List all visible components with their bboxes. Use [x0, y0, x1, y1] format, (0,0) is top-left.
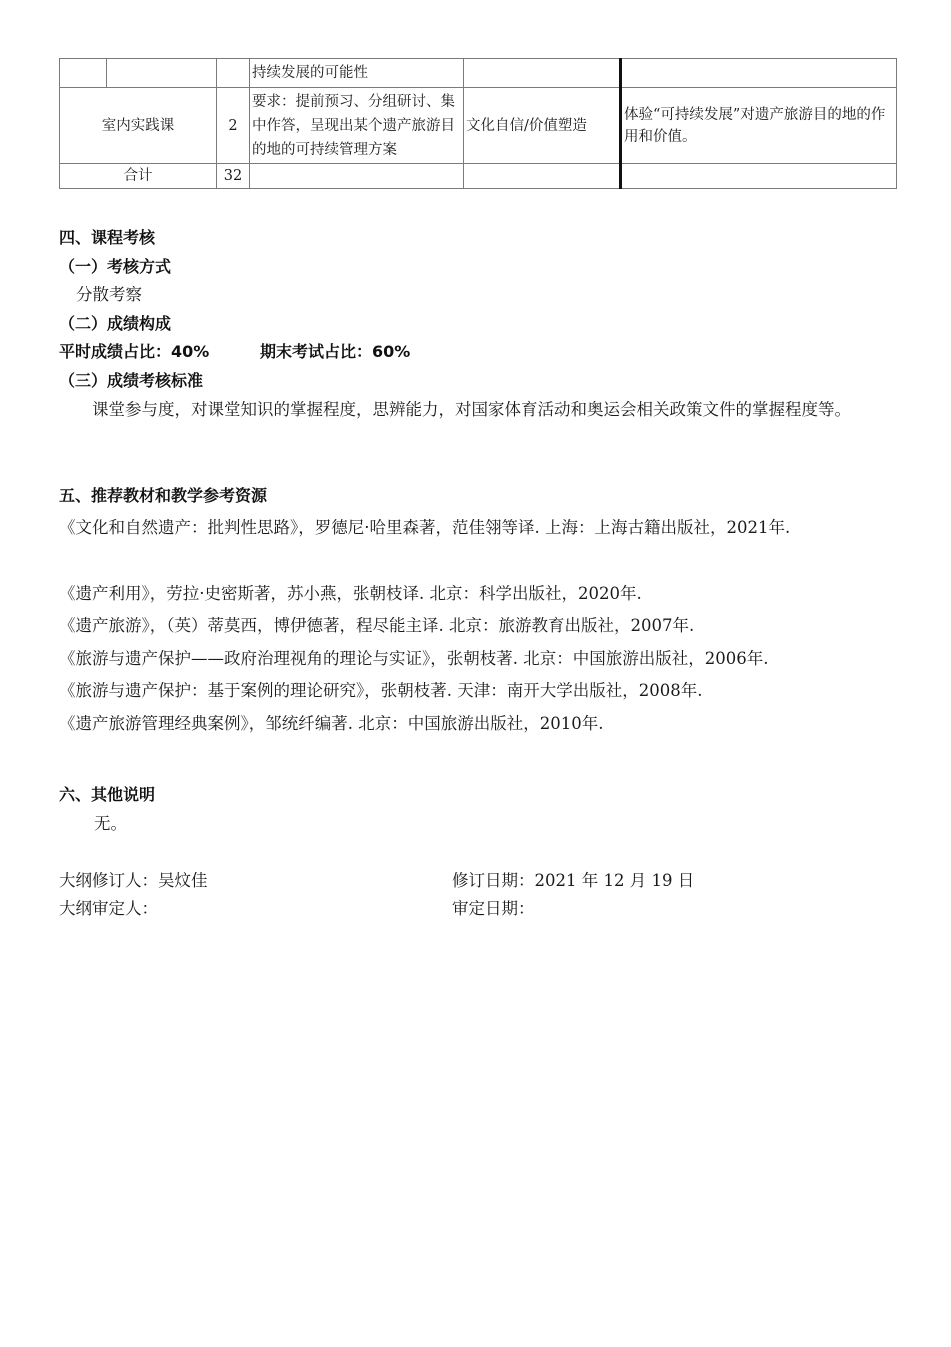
- revise-date-line: 修订日期：2021 年 12 月 19 日: [452, 871, 695, 890]
- reviser-line: 大纲修订人：吴炆佳: [59, 871, 208, 890]
- table-cell: [60, 59, 107, 88]
- table-row: [60, 59, 897, 88]
- table-cell: [464, 59, 621, 88]
- table-cell: [107, 59, 217, 88]
- section-4-sub1-heading: （一）考核方式: [59, 257, 172, 276]
- usual-score-ratio: 平时成绩占比：40%: [59, 342, 210, 361]
- table-row: [60, 164, 897, 189]
- table-cell: [464, 164, 621, 189]
- table-cell: 持续发展的可能性: [250, 59, 464, 88]
- table-cell-requirement: 要求：提前预习、分组研讨、集中作答，呈现出某个遗产旅游目的地的可持续管理方案: [250, 88, 464, 164]
- section-5-heading: 五、推荐教材和教学参考资源: [59, 486, 268, 505]
- table-cell: [250, 164, 464, 189]
- section-4-sub1-text: 分散考察: [76, 285, 142, 304]
- reference-item: 《遗产利用》，劳拉·史密斯著，苏小燕，张朝枝译. 北京：科学出版社，2020年.: [59, 584, 642, 603]
- table-cell: [621, 164, 897, 189]
- table-cell: [217, 59, 250, 88]
- table-cell-total-hours: 32: [217, 164, 250, 189]
- table-cell-hours: 2: [217, 88, 250, 164]
- section-6-text: 无。: [94, 814, 127, 833]
- grading-criteria-paragraph: 课堂参与度，对课堂知识的掌握程度，思辨能力，对国家体育活动和奥运会相关政策文件的掌握程度等。: [92, 400, 851, 419]
- final-exam-ratio: 期末考试占比：60%: [260, 342, 411, 361]
- section-4-sub2-heading: （二）成绩构成: [59, 314, 172, 333]
- table-cell-goal: 体验“可持续发展”对遗产旅游目的地的作用和价值。: [621, 88, 897, 164]
- reference-item: 《遗产旅游管理经典案例》，邹统纤编著. 北京：中国旅游出版社，2010年.: [59, 714, 604, 733]
- reference-item: 《旅游与遗产保护：基于案例的理论研究》，张朝枝著. 天津：南开大学出版社，2008年.: [59, 681, 703, 700]
- section-4-heading: 四、课程考核: [59, 228, 156, 247]
- table-cell-total-label: 合计: [60, 164, 217, 189]
- reference-item: 《遗产旅游》，（英）蒂莫西，博伊德著，程尽能主译. 北京：旅游教育出版社，2007年.: [59, 616, 695, 635]
- table-cell-session-name: 室内实践课: [60, 88, 217, 164]
- approve-date-line: 审定日期：: [452, 899, 535, 918]
- course-schedule-table: [59, 58, 897, 189]
- section-6-heading: 六、其他说明: [59, 785, 156, 804]
- approver-line: 大纲审定人：: [59, 899, 158, 918]
- reference-item: 《旅游与遗产保护——政府治理视角的理论与实证》，张朝枝著. 北京：中国旅游出版社，2006年.: [59, 649, 769, 668]
- reference-item: 《文化和自然遗产：批判性思路》，罗德尼·哈里森著，范佳翎等译. 上海：上海古籍出版社，2021年.: [59, 518, 791, 537]
- table-row: [60, 88, 897, 164]
- section-4-sub3-heading: （三）成绩考核标准: [59, 371, 204, 390]
- table-cell: [621, 59, 897, 88]
- table-cell-ideological-element: 文化自信/价值塑造: [464, 88, 621, 164]
